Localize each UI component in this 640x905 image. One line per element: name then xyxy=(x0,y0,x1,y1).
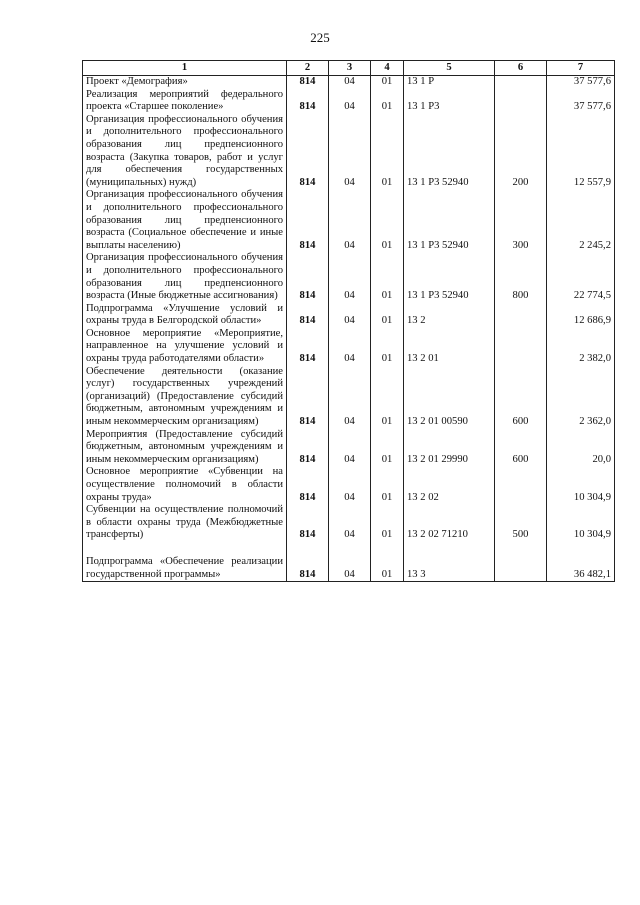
row-section: 04 xyxy=(329,466,371,504)
row-subsection: 01 xyxy=(371,328,404,366)
row-amount: 20,0 xyxy=(547,429,615,467)
row-expense-type xyxy=(495,466,547,504)
row-expense-type: 300 xyxy=(495,189,547,252)
row-ministry-code: 814 xyxy=(287,303,329,328)
row-expense-type: 600 xyxy=(495,366,547,429)
row-expense-type: 800 xyxy=(495,252,547,302)
row-section: 04 xyxy=(329,89,371,114)
row-section: 04 xyxy=(329,303,371,328)
table-row xyxy=(83,252,615,302)
table-row xyxy=(83,303,615,328)
row-ministry-code: 814 xyxy=(287,366,329,429)
table-row xyxy=(83,466,615,504)
row-ministry-code: 814 xyxy=(287,89,329,114)
row-name: Реализация мероприятий федерального проекта «Старшее поколение» xyxy=(83,89,287,114)
row-expense-type: 200 xyxy=(495,114,547,190)
row-subsection: 01 xyxy=(371,76,404,89)
row-section: 04 xyxy=(329,114,371,190)
row-expense-type xyxy=(495,328,547,366)
row-amount: 10 304,9 xyxy=(547,466,615,504)
table-row xyxy=(83,189,615,252)
row-section: 04 xyxy=(329,252,371,302)
row-ministry-code: 814 xyxy=(287,328,329,366)
table-row xyxy=(83,76,615,89)
table-row xyxy=(83,542,615,582)
row-target-code: 13 1 P3 52940 xyxy=(404,252,495,302)
row-amount: 22 774,5 xyxy=(547,252,615,302)
row-ministry-code: 814 xyxy=(287,466,329,504)
row-amount: 2 362,0 xyxy=(547,366,615,429)
row-target-code: 13 1 P3 52940 xyxy=(404,114,495,190)
header-col-5: 5 xyxy=(404,61,495,76)
row-expense-type xyxy=(495,303,547,328)
row-target-code: 13 1 P xyxy=(404,76,495,89)
row-subsection: 01 xyxy=(371,429,404,467)
row-target-code: 13 2 01 xyxy=(404,328,495,366)
table-row xyxy=(83,366,615,429)
row-name: Обеспечение деятельности (оказание услуг) государственных учреждений (организаций) (Предоставление субсидий бюджетным, автономным учреждениям и иным некоммерческим организациям) xyxy=(83,366,287,429)
row-subsection: 01 xyxy=(371,89,404,114)
row-section: 04 xyxy=(329,328,371,366)
row-amount: 12 557,9 xyxy=(547,114,615,190)
row-subsection: 01 xyxy=(371,504,404,542)
row-ministry-code: 814 xyxy=(287,504,329,542)
row-section: 04 xyxy=(329,76,371,89)
row-amount: 10 304,9 xyxy=(547,504,615,542)
row-amount: 12 686,9 xyxy=(547,303,615,328)
row-name: Субвенции на осуществление полномочий в области охраны труда (Межбюджетные трансферты) xyxy=(83,504,287,542)
row-section: 04 xyxy=(329,542,371,582)
row-amount: 37 577,6 xyxy=(547,89,615,114)
row-subsection: 01 xyxy=(371,542,404,582)
row-subsection: 01 xyxy=(371,114,404,190)
row-name: Организация профессионального обучения и дополнительного профессионального образования лиц предпенсионного возраста (Иные бюджетные ассигнования) xyxy=(83,252,287,302)
table-row xyxy=(83,328,615,366)
row-section: 04 xyxy=(329,429,371,467)
header-col-2: 2 xyxy=(287,61,329,76)
table-row xyxy=(83,429,615,467)
row-target-code: 13 1 P3 xyxy=(404,89,495,114)
row-ministry-code: 814 xyxy=(287,76,329,89)
row-expense-type: 600 xyxy=(495,429,547,467)
header-col-6: 6 xyxy=(495,61,547,76)
table-row xyxy=(83,114,615,190)
row-ministry-code: 814 xyxy=(287,252,329,302)
row-name: Основное мероприятие «Мероприятие, направленное на улучшение условий и охраны труда работодателями области» xyxy=(83,328,287,366)
page-number: 225 xyxy=(310,30,330,45)
row-name: Подпрограмма «Обеспечение реализации государственной программы» xyxy=(83,542,287,582)
row-target-code: 13 2 01 00590 xyxy=(404,366,495,429)
row-amount: 2 245,2 xyxy=(547,189,615,252)
row-subsection: 01 xyxy=(371,466,404,504)
row-name: Подпрограмма «Улучшение условий и охраны труда в Белгородской области» xyxy=(83,303,287,328)
row-ministry-code: 814 xyxy=(287,189,329,252)
header-col-1: 1 xyxy=(83,61,287,76)
row-expense-type xyxy=(495,76,547,89)
row-ministry-code: 814 xyxy=(287,429,329,467)
row-name: Организация профессионального обучения и дополнительного профессионального образования лиц предпенсионного возраста (Закупка товаров, работ и услуг для обеспечения государственных (муниципальных) нужд) xyxy=(83,114,287,190)
header-col-7: 7 xyxy=(547,61,615,76)
row-amount: 36 482,1 xyxy=(547,542,615,582)
row-subsection: 01 xyxy=(371,366,404,429)
row-section: 04 xyxy=(329,189,371,252)
header-col-4: 4 xyxy=(371,61,404,76)
row-target-code: 13 2 02 xyxy=(404,466,495,504)
row-target-code: 13 3 xyxy=(404,542,495,582)
row-name: Организация профессионального обучения и дополнительного профессионального образования лиц предпенсионного возраста (Социальное обеспечение и иные выплаты населению) xyxy=(83,189,287,252)
row-target-code: 13 2 01 29990 xyxy=(404,429,495,467)
row-ministry-code: 814 xyxy=(287,542,329,582)
row-target-code: 13 2 xyxy=(404,303,495,328)
row-target-code: 13 1 P3 52940 xyxy=(404,189,495,252)
row-name: Мероприятия (Предоставление субсидий бюджетным, автономным учреждениям и иным некоммерческим организациям) xyxy=(83,429,287,467)
row-ministry-code: 814 xyxy=(287,114,329,190)
row-expense-type xyxy=(495,542,547,582)
row-subsection: 01 xyxy=(371,303,404,328)
row-subsection: 01 xyxy=(371,252,404,302)
row-target-code: 13 2 02 71210 xyxy=(404,504,495,542)
header-col-3: 3 xyxy=(329,61,371,76)
row-amount: 37 577,6 xyxy=(547,76,615,89)
row-subsection: 01 xyxy=(371,189,404,252)
table-row xyxy=(83,89,615,114)
table-row xyxy=(83,504,615,542)
row-expense-type: 500 xyxy=(495,504,547,542)
row-amount: 2 382,0 xyxy=(547,328,615,366)
row-name: Основное мероприятие «Субвенции на осуществление полномочий в области охраны труда» xyxy=(83,466,287,504)
row-name: Проект «Демография» xyxy=(83,76,287,89)
row-section: 04 xyxy=(329,366,371,429)
budget-table xyxy=(82,60,615,582)
row-section: 04 xyxy=(329,504,371,542)
table-header-row xyxy=(83,61,615,76)
row-expense-type xyxy=(495,89,547,114)
